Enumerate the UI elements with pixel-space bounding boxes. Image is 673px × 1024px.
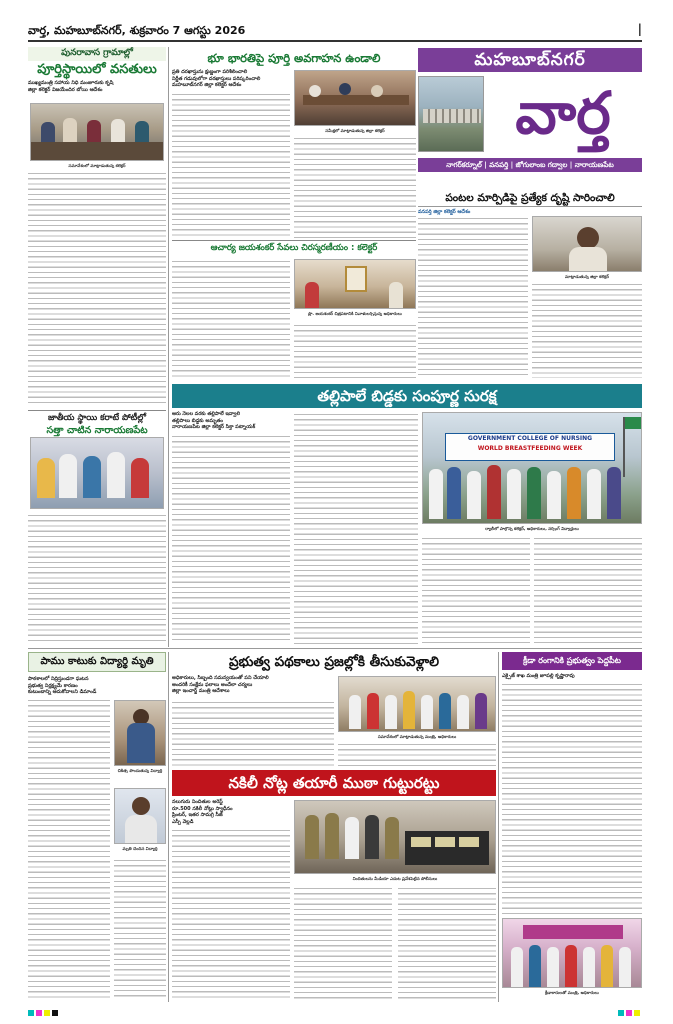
story-body	[172, 92, 290, 238]
story-body	[502, 682, 642, 914]
story-headline: సత్తా చాటిన నారాయణపేట	[46, 425, 148, 436]
story-body	[28, 513, 166, 643]
photo-student-2	[114, 788, 166, 844]
story-headline: ఆచార్య జయశంకర్ సేవలు చిరస్మరణీయం : కలెక్టర్	[210, 243, 378, 253]
story-body-3	[398, 886, 496, 1000]
section-rule	[28, 648, 642, 649]
story-body	[418, 216, 528, 378]
photo-dam	[418, 76, 484, 152]
story-body-4	[534, 536, 642, 644]
story-body	[172, 259, 290, 379]
brand-block	[418, 48, 642, 188]
registration-marks	[28, 1010, 642, 1018]
story-bullet: అధికారులు, సిబ్బంది సమన్వయంతో పని చేయాలి	[172, 675, 269, 681]
story-land	[172, 50, 416, 240]
dateline: వార్త, మహబూబ్‌నగర్, శుక్రవారం 7 ఆగస్టు 2026	[28, 24, 246, 37]
photo-student-1	[114, 700, 166, 766]
story-body	[172, 828, 290, 1000]
story-crops	[418, 190, 642, 380]
story-bullet: వనపర్తి జిల్లా కలెక్టర్ ఆదేశం	[418, 209, 471, 215]
story-mother	[172, 384, 642, 644]
story-bullet: ప్రభుత్వ నిర్లక్ష్యమే కారణం	[28, 682, 78, 689]
story-bullet: ప్రతి దరఖాస్తును క్షుణ్ణంగా పరిశీలించాలి	[172, 69, 248, 75]
story-headline: తల్లిపాలే బిడ్డకు సంపూర్ణ సురక్ష	[172, 384, 642, 408]
photo-meeting	[30, 103, 164, 161]
story-bullet: ఎక్సైజ్ శాఖ మంత్రి జూపల్లి కృష్ణారావు	[502, 673, 575, 679]
photo-caption: నిందితులను మీడియా ఎదుట ప్రవేశపెట్టిన పోలీసులు	[352, 876, 438, 881]
photo-schemes	[338, 676, 496, 732]
story-headline: పాము కాటుకు విద్యార్థి మృతి	[28, 652, 166, 672]
story-bullet: జిల్లా ఇంచార్జ్ మంత్రి ఆదేశాలు	[172, 688, 230, 694]
story-bullet: మహబూబ్‌నగర్ జిల్లా కలెక్టర్ ఆదేశం	[172, 82, 242, 88]
story-body	[172, 700, 334, 766]
story-body	[172, 434, 290, 644]
photo-students	[30, 437, 164, 509]
photo-caption: సమావేశంలో మాట్లాడుతున్న మంత్రి, అధికారులు	[377, 734, 457, 739]
story-snake	[28, 652, 166, 1002]
story-body-2	[532, 282, 642, 378]
story-body	[28, 171, 166, 407]
column-rule	[168, 652, 169, 1002]
story-schemes	[172, 652, 496, 767]
photo-collector	[532, 216, 642, 272]
brand-subdistricts: నాగర్‌కర్నూల్ | వనపర్తి | జోగులాంబ గద్వాల | నారాయణపేట	[418, 158, 642, 172]
photo-caption: సమావేశంలో మాట్లాడుతున్న కలెక్టర్	[68, 163, 126, 168]
column-rule	[498, 652, 499, 1002]
story-kicker: పునరావాస గ్రామాల్లో	[28, 47, 166, 61]
banner-text-1: GOVERNMENT COLLEGE OF NURSING	[467, 435, 593, 442]
page-number: |	[637, 22, 642, 36]
photo-caption: మాట్లాడుతున్న జిల్లా కలెక్టర్	[565, 274, 609, 279]
photo-caption-1: చికిత్స పొందుతున్న విద్యార్థి	[117, 768, 163, 773]
story-body-2	[294, 136, 416, 238]
story-headline: భూ భారతిపై పూర్తి అవగాహన ఉండాలి	[207, 51, 381, 65]
story-bullet: నారాయణపేట జిల్లా కలెక్టర్ సిక్తా పట్నాయక్	[172, 424, 256, 430]
story-headline: నకిలీ నోట్ల తయారీ ముఠా గుట్టురట్టు	[172, 770, 496, 796]
story-villages	[28, 47, 166, 407]
photo-caption: ర్యాలీలో పాల్గొన్న కలెక్టర్, అధికారులు, నర్సింగ్ విద్యార్థులు	[485, 526, 579, 531]
story-body-2	[294, 412, 418, 644]
story-body-2	[294, 886, 392, 1000]
story-body-3	[422, 536, 530, 644]
photo-caption: సమీక్షలో మాట్లాడుతున్న జిల్లా కలెక్టర్	[325, 128, 385, 133]
story-jayashankar	[172, 240, 416, 380]
banner-text-2: WORLD BREASTFEEDING WEEK	[477, 445, 583, 452]
photo-rally	[422, 412, 642, 524]
brand-logo: వార్త	[515, 79, 611, 147]
photo-review	[294, 70, 416, 126]
story-bullet: పాఠశాలలో నిద్రిస్తుండగా ఘటన	[28, 676, 89, 682]
photo-sports	[502, 918, 642, 988]
story-bullet: కుటుంబాన్ని ఆదుకోవాలని డిమాండ్	[28, 689, 97, 695]
brand-district: మహబూబ్‌నగర్	[418, 48, 642, 72]
story-fakenotes	[172, 770, 496, 1002]
story-body-2	[114, 858, 166, 998]
story-sports	[502, 652, 642, 1002]
story-bullet: రూ.500 నకిలీ నోట్లు స్వాధీనం	[172, 805, 233, 812]
story-kicker: జాతీయ స్థాయి కరాటే పోటీల్లో	[48, 413, 146, 423]
story-body-2	[294, 323, 416, 379]
rally-banner	[445, 433, 615, 461]
photo-police	[294, 800, 496, 874]
masthead	[28, 22, 642, 42]
story-bullet: నలుగురు నిందితుల అరెస్ట్	[172, 799, 223, 805]
story-bullet: నిర్ణీత గడువులోగా దరఖాస్తులు పరిష్కరించాలి	[172, 75, 261, 82]
story-bullet: తల్లిపాలు బిడ్డకు అమృతం	[172, 417, 223, 424]
photo-caption-2: మృతి చెందిన విద్యార్థి	[122, 846, 158, 851]
story-body	[28, 698, 110, 998]
photo-caption: క్రీడాకారులతో మంత్రి, అధికారులు	[545, 990, 599, 995]
photo-caption: ప్రొ. జయశంకర్ చిత్రపటానికి నివాళులర్పిస్తున్న అధికారులు	[308, 311, 402, 316]
story-headline: పంటల మార్పిడిపై ప్రత్యేక దృష్టి సారించాలి	[418, 190, 642, 207]
story-bullet: అందరికీ సంక్షేమ ఫలాలు అందేలా చర్యలు	[172, 681, 253, 688]
column-rule	[168, 47, 169, 647]
story-body-2	[338, 742, 496, 766]
story-headline: పూర్తిస్థాయిలో వసతులు	[37, 62, 157, 77]
story-students	[28, 410, 166, 645]
story-bullet: ముఖ్యమంత్రి సహాయ నిధి మంజూరుకు కృషి	[28, 80, 114, 86]
story-bullet: ఆరు నెలల వరకు తల్లిపాలే ఇవ్వాలి	[172, 411, 241, 417]
story-bullet: ఎస్పీ వెల్లడి	[172, 818, 194, 825]
story-bullet: ప్రింటర్, ఇతర సామగ్రి సీజ్	[172, 812, 223, 818]
story-bullet: జిల్లా కలెక్టర్ విజయేందిర బోయి ఆదేశం	[28, 86, 103, 93]
story-headline: క్రీడా రంగానికి ప్రభుత్వం పెద్దపీట	[502, 652, 642, 670]
photo-tribute	[294, 259, 416, 309]
story-headline: ప్రభుత్వ పథకాలు ప్రజల్లోకి తీసుకువెళ్లాలి	[228, 654, 440, 670]
